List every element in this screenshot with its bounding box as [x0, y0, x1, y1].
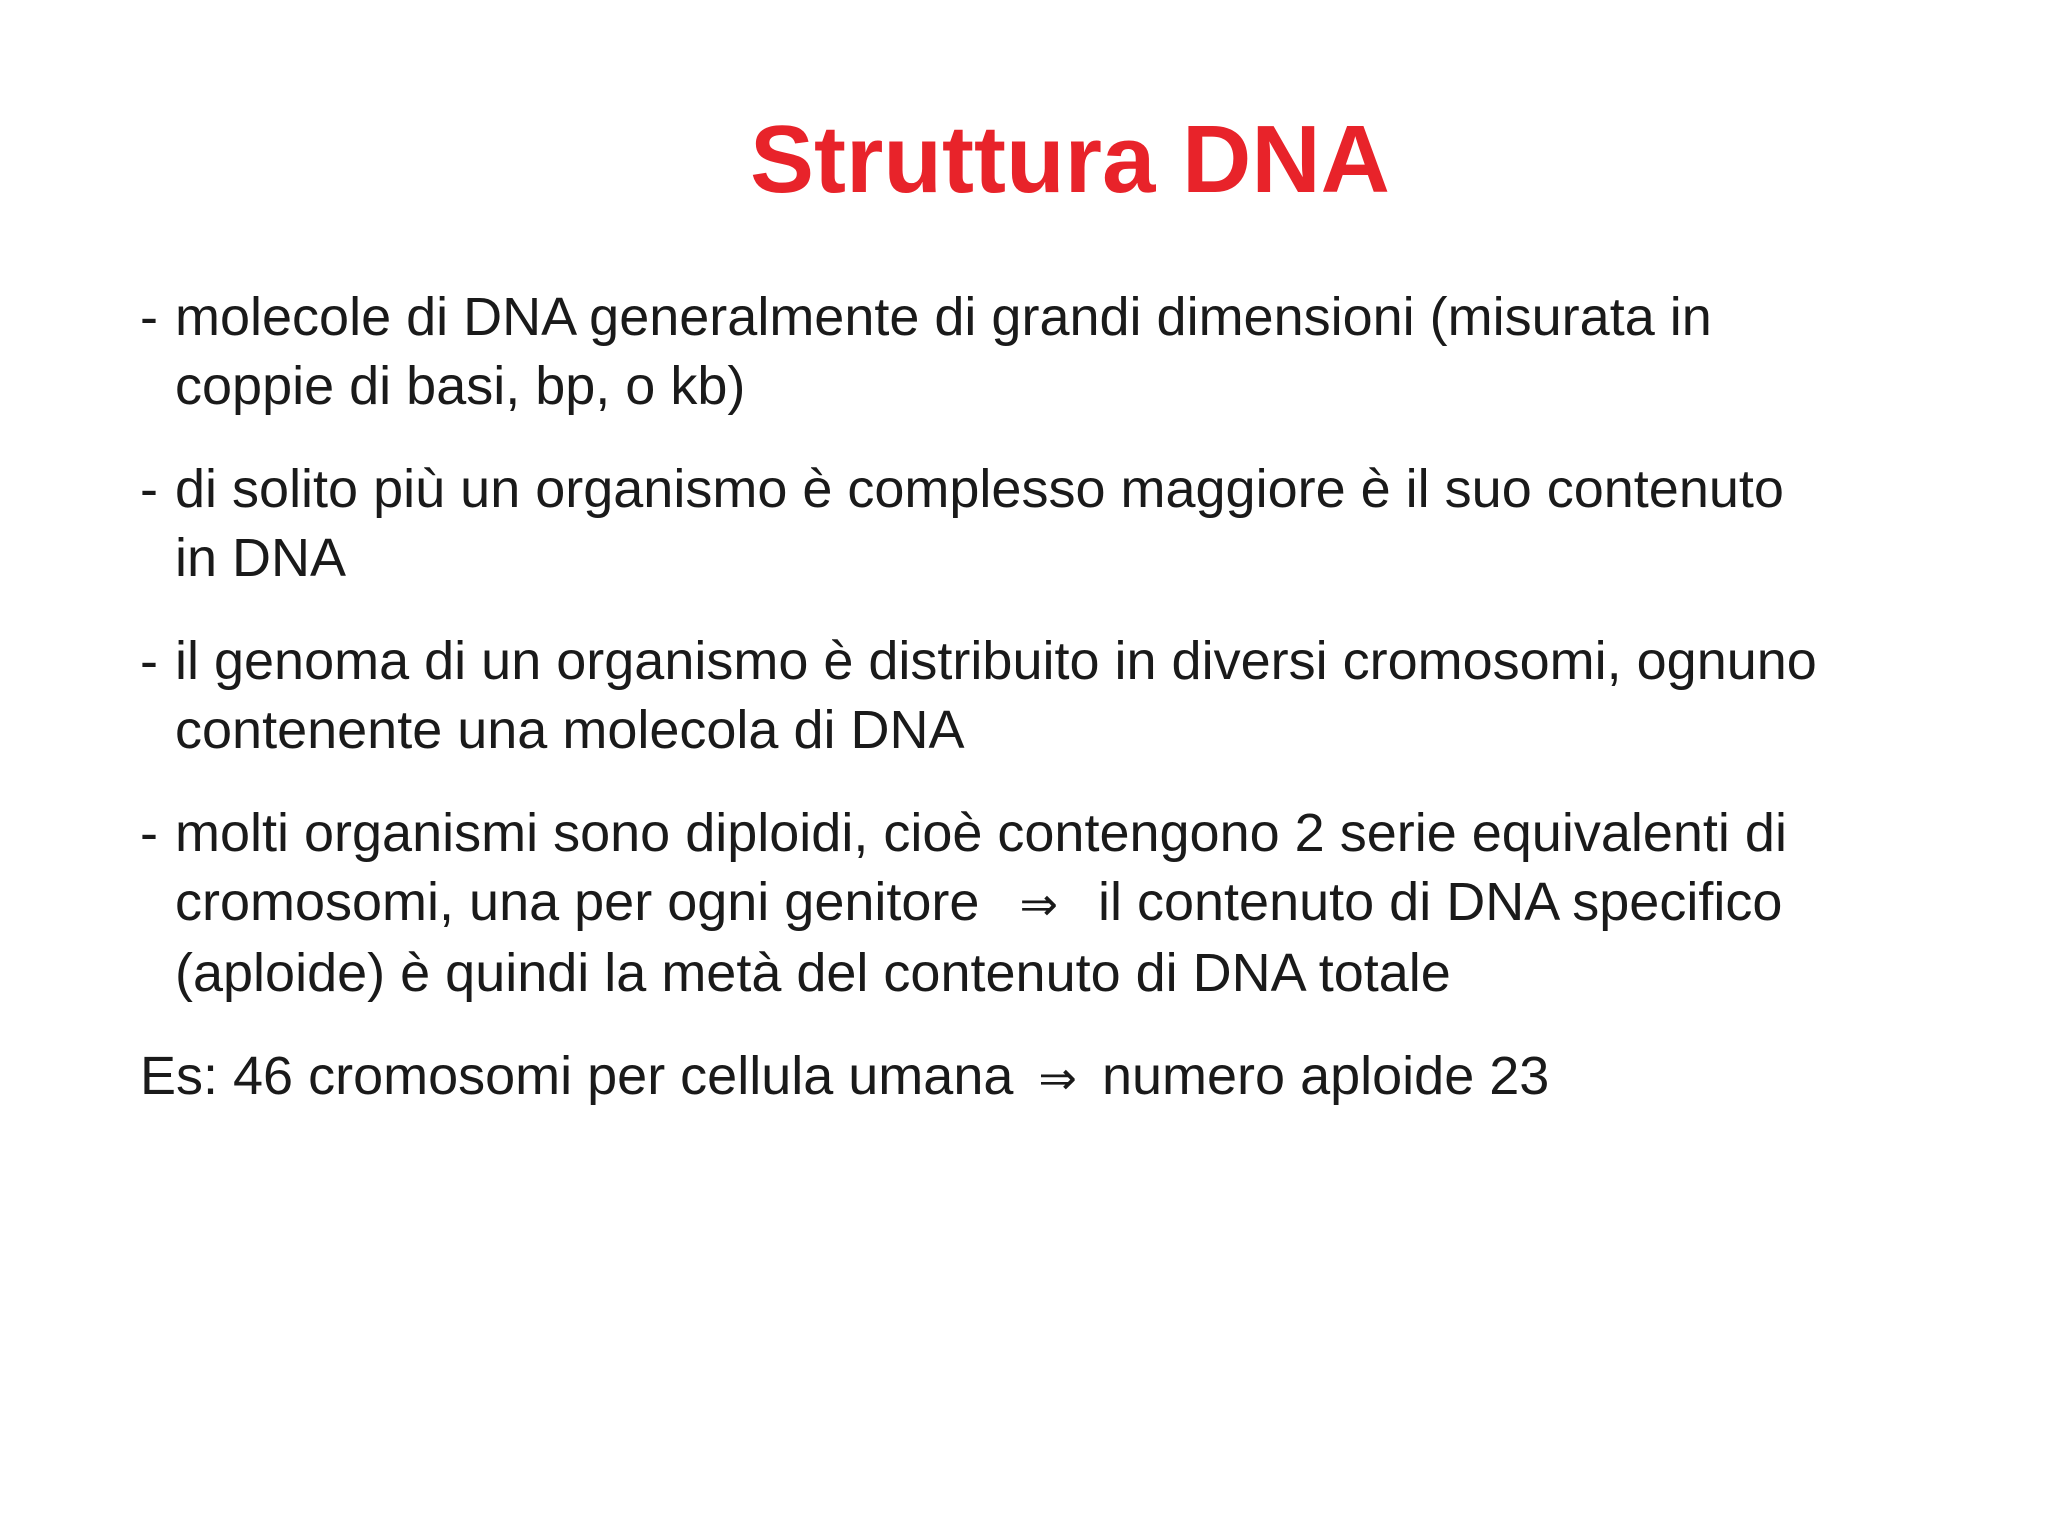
bullet-text: il contenuto di DNA specifico: [1097, 872, 1783, 932]
bullet-line-with-arrow: [175, 868, 1980, 939]
bullet-item-genome-distribution: [140, 627, 1980, 765]
bullet-item-diploid: [140, 799, 1980, 1008]
bullet-dash: -: [140, 803, 158, 863]
bullet-list: [140, 283, 1980, 1113]
bullet-line: molti organismi sono diploidi, cioè contengono 2 serie equivalenti di: [175, 803, 1787, 863]
slide-title: Struttura DNA: [750, 106, 1390, 213]
bullet-item-complexity: [140, 455, 1980, 593]
bullet-line: molecole di DNA generalmente di grandi dimensioni (misurata in: [175, 287, 1712, 347]
implies-arrow-icon: ⇒: [1019, 877, 1058, 931]
example-line: [140, 1042, 1980, 1113]
bullet-line: il genoma di un organismo è distribuito in diversi cromosomi, ognuno: [175, 631, 1817, 691]
bullet-dash: -: [140, 631, 158, 691]
bullet-line: contenente una molecola di DNA: [175, 700, 965, 760]
example-text: Es: 46 cromosomi per cellula umana: [140, 1046, 1014, 1106]
example-text: numero aploide 23: [1101, 1046, 1550, 1106]
bullet-line: di solito più un organismo è complesso maggiore è il suo contenuto: [175, 459, 1784, 519]
bullet-line: coppie di basi, bp, o kb): [175, 356, 746, 416]
bullet-line: in DNA: [175, 528, 347, 588]
bullet-text: cromosomi, una per ogni genitore: [175, 872, 980, 932]
bullet-item-molecule-size: [140, 283, 1980, 421]
bullet-dash: -: [140, 459, 158, 519]
implies-arrow-icon: ⇒: [1038, 1051, 1077, 1105]
bullet-line: (aploide) è quindi la metà del contenuto di DNA totale: [175, 943, 1451, 1003]
bullet-dash: -: [140, 287, 158, 347]
